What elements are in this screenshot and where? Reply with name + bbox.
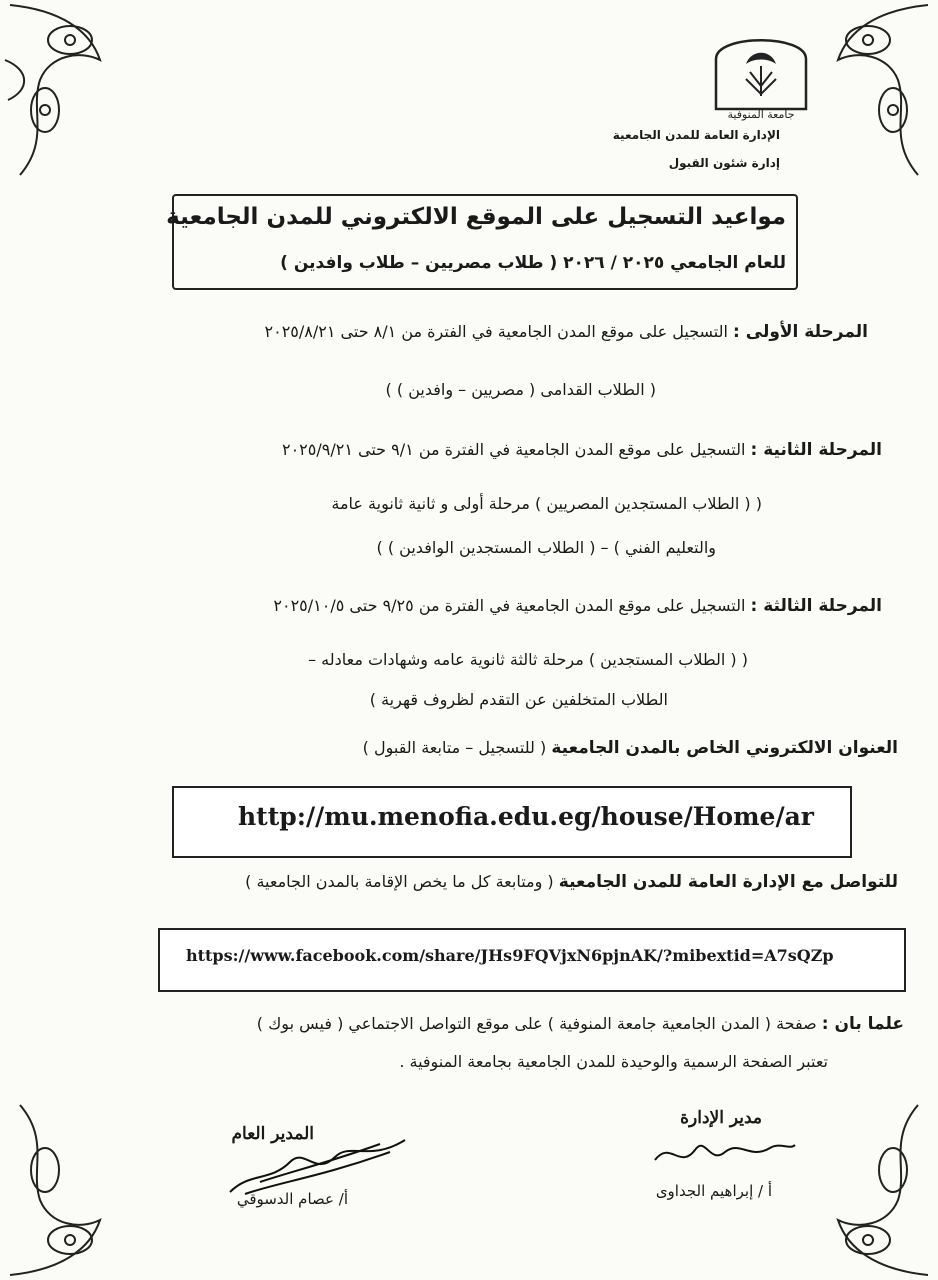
phase1-text: التسجيل على موقع المدن الجامعية في الفترة من ٨/١ حتى ٢٠٢٥/٨/٢١ [264, 322, 728, 341]
website-label: العنوان الالكتروني الخاص بالمدن الجامعية [551, 738, 898, 758]
right-signatory-name: أ / إبراهيم الجداوى [655, 1182, 772, 1200]
facebook-url[interactable]: https://www.facebook.com/share/JHs9FQVjxN6pjnAK/?mibextid=A7sQZp [186, 946, 834, 965]
svg-text:جامعة المنوفية: جامعة المنوفية [727, 108, 795, 121]
phase2-detail-2: والتعليم الفني ) – ( الطلاب المستجدين الوافدين ) ) [376, 538, 716, 557]
university-logo [706, 24, 816, 124]
dept-sub: إدارة شئون القبول [668, 156, 780, 170]
ornament-top-left [0, 0, 130, 180]
notice-label: علما بان : [821, 1014, 904, 1034]
phase1-row [265, 322, 869, 342]
contact-label: للتواصل مع الإدارة العامة للمدن الجامعية [558, 872, 898, 892]
phase2-text: التسجيل على موقع المدن الجامعية في الفترة من ٩/١ حتى ٢٠٢٥/٩/٢١ [281, 440, 746, 459]
left-signatory-title: المدير العام [231, 1124, 314, 1144]
phase1-detail: ( الطلاب القدامى ( مصريين – وافدين ) ) [385, 380, 656, 399]
phase2-row [282, 440, 882, 460]
left-signatory-name: أ/ عصام الدسوقي [236, 1190, 348, 1208]
phase2-label: المرحلة الثانية : [750, 440, 882, 460]
notice-line-2: تعتبر الصفحة الرسمية والوحيدة للمدن الجامعية بجامعة المنوفية . [399, 1052, 828, 1071]
ornament-bottom-right [808, 1100, 938, 1280]
phase3-row [273, 596, 882, 616]
dept-main: الإدارة العامة للمدن الجامعية [612, 128, 780, 142]
page-title: مواعيد التسجيل على الموقع الالكتروني للمدن الجامعية [166, 204, 786, 230]
page-subtitle: للعام الجامعي ٢٠٢٥ / ٢٠٢٦ ( طلاب مصريين – طلاب وافدين ) [280, 253, 786, 273]
right-signature [650, 1130, 800, 1174]
website-row [363, 738, 898, 758]
contact-note: ( ومتابعة كل ما يخص الإقامة بالمدن الجامعية ) [245, 872, 554, 891]
ornament-top-right [808, 0, 938, 180]
phase3-detail-2: الطلاب المتخلفين عن التقدم لظروف قهرية ) [369, 690, 668, 709]
website-note: ( للتسجيل – متابعة القبول ) [362, 738, 547, 757]
phase1-label: المرحلة الأولى : [733, 322, 868, 342]
notice-line-1: صفحة ( المدن الجامعية جامعة المنوفية ) على موقع التواصل الاجتماعي ( فيس بوك ) [256, 1014, 817, 1033]
phase2-detail-1: ( ( الطلاب المستجدين المصريين ) مرحلة أولى و ثانية ثانوية عامة [331, 494, 762, 513]
phase3-text: التسجيل على موقع المدن الجامعية في الفترة من ٩/٢٥ حتى ٢٠٢٥/١٠/٥ [273, 596, 746, 615]
phase3-label: المرحلة الثالثة : [750, 596, 882, 616]
phase3-detail-1: ( ( الطلاب المستجدين ) مرحلة ثالثة ثانوية عامه وشهادات معادله – [308, 650, 748, 669]
right-signatory-title: مدير الإدارة [680, 1108, 762, 1128]
notice-row [257, 1014, 904, 1034]
contact-row [245, 872, 898, 892]
ornament-bottom-left [0, 1100, 130, 1280]
website-url[interactable]: http://mu.menofia.edu.eg/house/Home/ar [238, 802, 814, 831]
